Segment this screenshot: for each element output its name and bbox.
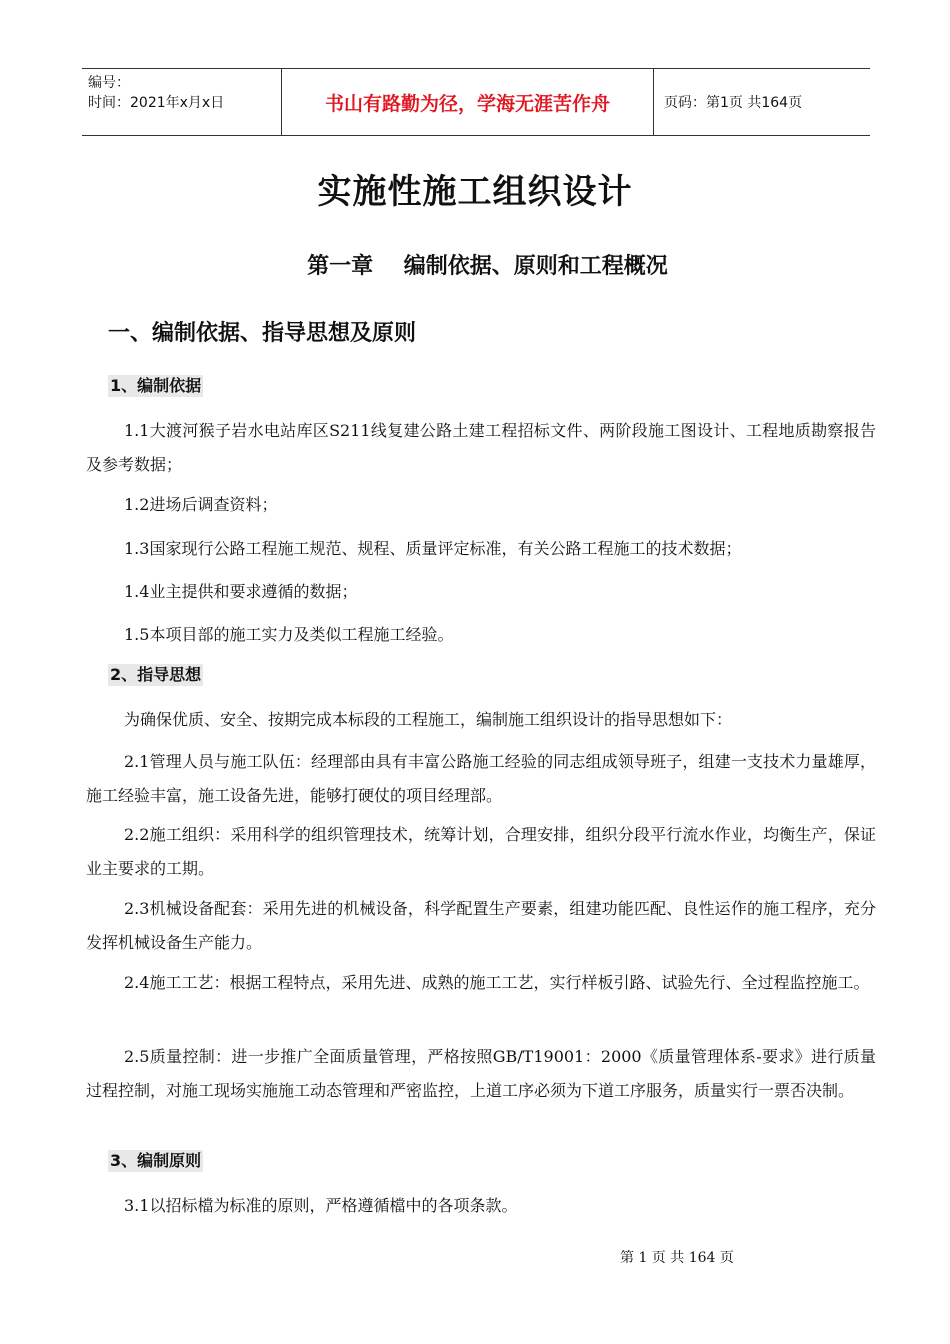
paragraph: 2.4施工工艺：根据工程特点，采用先进、成熟的施工工艺，实行样板引路、试验先行、全过程监控施工。 xyxy=(124,973,870,992)
paragraph: 2.1管理人员与施工队伍：经理部由具有丰富公路施工经验的同志组成领导班子，组建一支技术力量雄厚，施工经验丰富，施工设备先进，能够打硬仗的项目经理部。 xyxy=(86,752,876,805)
subheading-basis: 1、编制依据 xyxy=(110,376,202,395)
paragraph: 1.3国家现行公路工程施工规范、规程、质量评定标准，有关公路工程施工的技术数据； xyxy=(124,539,742,558)
paragraph: 1.2进场后调查资料； xyxy=(124,495,278,514)
header-left-cell xyxy=(82,69,282,135)
section-heading: 一、编制依据、指导思想及原则 xyxy=(108,321,417,346)
subheading-principles: 3、编制原则 xyxy=(110,1151,202,1170)
paragraph: 2.5质量控制：进一步推广全面质量管理，严格按照GB/T19001：2000《质量管理体系-要求》进行质量过程控制，对施工现场实施施工动态管理和严密监控，上道工序必须为下道工序服务，质量实行一票否决制。 xyxy=(86,1047,876,1100)
number-label: 编号： xyxy=(88,75,130,91)
paragraph: 2.2施工组织：采用科学的组织管理技术，统筹计划，合理安排，组织分段平行流水作业，均衡生产，保证业主要求的工期。 xyxy=(86,825,876,878)
document-title: 实施性施工组织设计 xyxy=(317,172,633,212)
paragraph: 1.1大渡河猴子岩水电站库区S211线复建公路土建工程招标文件、两阶段施工图设计、工程地质勘察报告及参考数据； xyxy=(86,421,876,474)
page-header xyxy=(82,68,870,136)
paragraph: 1.5本项目部的施工实力及类似工程施工经验。 xyxy=(124,625,454,644)
header-page-info: 页码：第1页 共164页 xyxy=(664,95,803,111)
paragraph: 1.4业主提供和要求遵循的数据； xyxy=(124,582,358,601)
paragraph: 2.3机械设备配套：采用先进的机械设备，科学配置生产要素，组建功能匹配、良性运作的施工程序，充分发挥机械设备生产能力。 xyxy=(86,899,876,952)
page-footer: 第 1 页 共 164 页 xyxy=(620,1250,734,1266)
paragraph: 为确保优质、安全、按期完成本标段的工程施工，编制施工组织设计的指导思想如下： xyxy=(124,710,733,729)
paragraph: 3.1以招标檔为标准的原则，严格遵循檔中的各项条款。 xyxy=(124,1196,518,1215)
header-motto: 书山有路勤为径，学海无涯苦作舟 xyxy=(282,69,654,135)
date-line: 时间：2021年x月x日 xyxy=(88,95,225,111)
subheading-guiding-thought: 2、指导思想 xyxy=(110,665,202,684)
chapter-heading: 第一章 编制依据、原则和工程概况 xyxy=(307,254,668,279)
